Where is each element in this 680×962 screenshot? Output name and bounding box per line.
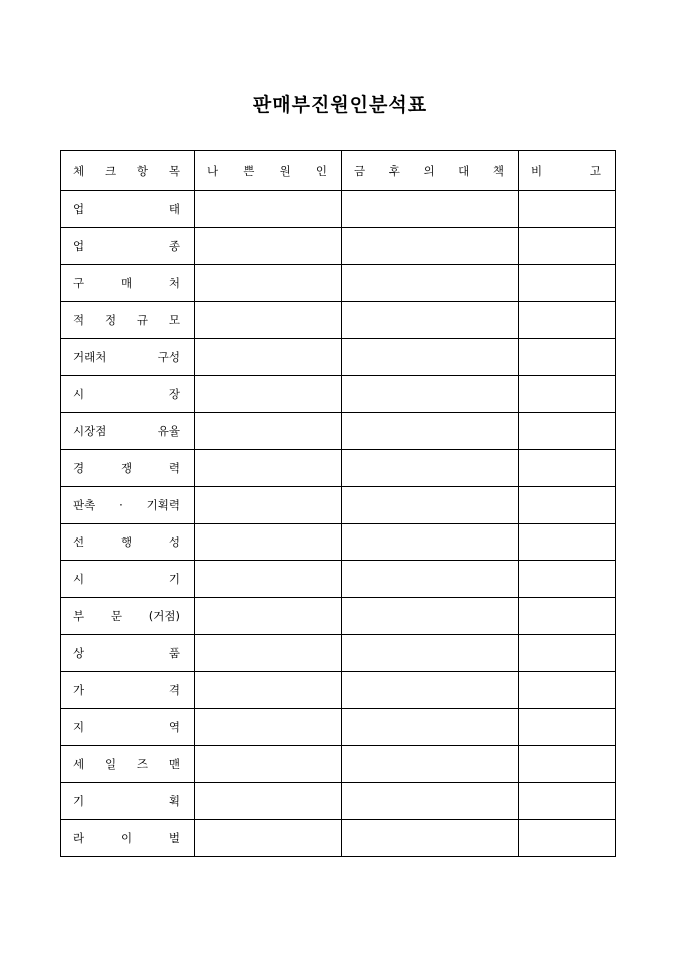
check-item-label-part: 역 [168,720,180,734]
future-measure-cell[interactable] [342,413,519,450]
bad-cause-cell[interactable] [195,598,342,635]
check-item-label-part: 라 [73,831,85,845]
check-item-label-part: 적 [73,313,85,327]
future-measure-cell[interactable] [342,302,519,339]
check-item-label-part: 처 [168,276,180,290]
check-item-label-part: 맨 [168,757,180,771]
header-label [195,151,341,190]
remarks-cell[interactable] [519,598,616,635]
check-item-cell [61,487,195,524]
table-row [61,598,616,635]
check-item-label-part: 거래처 [73,350,107,364]
check-item-cell [61,820,195,857]
table-row [61,376,616,413]
table-row [61,413,616,450]
table-row [61,783,616,820]
remarks-cell[interactable] [519,487,616,524]
check-item-label [61,820,194,856]
remarks-cell[interactable] [519,635,616,672]
remarks-cell[interactable] [519,561,616,598]
remarks-cell[interactable] [519,228,616,265]
future-measure-cell[interactable] [342,598,519,635]
check-item-label-part: 기획력 [146,498,180,512]
check-item-label [61,672,194,708]
header-label [61,151,194,190]
analysis-table [60,150,616,857]
bad-cause-cell[interactable] [195,487,342,524]
check-item-label-part: 구성 [157,350,180,364]
check-item-label-part: 일 [104,757,117,771]
check-item-label-part: 가 [73,683,85,697]
remarks-cell[interactable] [519,376,616,413]
future-measure-cell[interactable] [342,635,519,672]
check-item-cell [61,524,195,561]
remarks-cell[interactable] [519,746,616,783]
header-label-part: 체 [73,163,85,178]
check-item-label [61,746,194,782]
check-item-label-part: 부 [73,609,85,623]
table-row [61,265,616,302]
header-remarks [519,151,616,191]
remarks-cell[interactable] [519,450,616,487]
check-item-label-part: 세 [73,757,85,771]
check-item-label-part: 종 [168,239,180,253]
future-measure-cell[interactable] [342,376,519,413]
future-measure-cell[interactable] [342,339,519,376]
check-item-label-part: 업 [73,202,85,216]
check-item-label-part: 기 [73,794,85,808]
table-row [61,635,616,672]
bad-cause-cell[interactable] [195,820,342,857]
bad-cause-cell[interactable] [195,302,342,339]
bad-cause-cell[interactable] [195,339,342,376]
header-label-part: 항 [136,163,149,178]
check-item-label [61,561,194,597]
future-measure-cell[interactable] [342,524,519,561]
check-item-label-part: 이 [120,831,133,845]
check-item-label-part: 경 [73,461,85,475]
bad-cause-cell[interactable] [195,265,342,302]
header-label-part: 금 [354,163,366,178]
table-row [61,746,616,783]
header-label-part: 의 [423,163,435,178]
check-item-label-part: 품 [168,646,180,660]
check-item-label-part: 태 [168,202,180,216]
header-label-part: 고 [589,163,601,178]
remarks-cell[interactable] [519,672,616,709]
check-item-label-part: 선 [73,535,85,549]
future-measure-cell[interactable] [342,820,519,857]
check-item-label [61,376,194,412]
header-label-part: 후 [388,163,400,178]
remarks-cell[interactable] [519,413,616,450]
check-item-label [61,709,194,745]
check-item-label [61,450,194,486]
header-label-part: 대 [458,163,470,178]
table-row [61,820,616,857]
future-measure-cell[interactable] [342,487,519,524]
bad-cause-cell[interactable] [195,228,342,265]
check-item-label-part: 매 [120,276,133,290]
bad-cause-cell[interactable] [195,191,342,228]
header-label-part: 책 [492,163,504,178]
table-row [61,561,616,598]
table-body [61,191,616,857]
future-measure-cell[interactable] [342,191,519,228]
check-item-label-part: 격 [168,683,180,697]
check-item-label-part: (거점) [148,609,180,623]
check-item-label [61,487,194,523]
table-row [61,672,616,709]
future-measure-cell[interactable] [342,672,519,709]
header-row [61,151,616,191]
future-measure-cell[interactable] [342,561,519,598]
check-item-cell [61,598,195,635]
remarks-cell[interactable] [519,191,616,228]
check-item-label [61,524,194,560]
bad-cause-cell[interactable] [195,635,342,672]
remarks-cell[interactable] [519,339,616,376]
check-item-label-part: 시장점 [73,424,107,438]
header-label-part: 쁜 [243,163,255,178]
table-row [61,524,616,561]
table-row [61,339,616,376]
check-item-label-part: 기 [168,572,180,586]
check-item-cell [61,376,195,413]
check-item-cell [61,672,195,709]
check-item-label [61,191,194,227]
table-row [61,709,616,746]
remarks-cell[interactable] [519,783,616,820]
check-item-label [61,339,194,375]
check-item-label [61,635,194,671]
header-label-part: 나 [207,163,219,178]
future-measure-cell[interactable] [342,709,519,746]
check-item-label-part: 유율 [157,424,180,438]
check-item-cell [61,783,195,820]
header-label-part: 크 [104,163,117,178]
check-item-label [61,265,194,301]
check-item-label-part: 력 [168,461,180,475]
check-item-label-part: 업 [73,239,85,253]
remarks-cell[interactable] [519,302,616,339]
check-item-cell [61,339,195,376]
check-item-label-part: 시 [73,387,85,401]
header-label [342,151,518,190]
bad-cause-cell[interactable] [195,783,342,820]
check-item-label-part: 획 [168,794,180,808]
bad-cause-cell[interactable] [195,524,342,561]
future-measure-cell[interactable] [342,783,519,820]
header-label-part: 비 [531,163,543,178]
table-row [61,450,616,487]
future-measure-cell[interactable] [342,265,519,302]
check-item-cell [61,709,195,746]
check-item-label [61,302,194,338]
check-item-cell [61,450,195,487]
remarks-cell[interactable] [519,820,616,857]
header-label-part: 원 [279,163,291,178]
table-row [61,191,616,228]
check-item-label-part: 성 [168,535,180,549]
table-row [61,487,616,524]
header-label-part: 목 [168,163,180,178]
header-label [519,151,615,190]
check-item-label [61,413,194,449]
bad-cause-cell[interactable] [195,672,342,709]
check-item-label-part: 구 [73,276,85,290]
check-item-label [61,783,194,819]
check-item-label-part: 장 [168,387,180,401]
bad-cause-cell[interactable] [195,561,342,598]
check-item-cell [61,302,195,339]
bad-cause-cell[interactable] [195,376,342,413]
check-item-label-part: 판촉 [73,498,96,512]
bad-cause-cell[interactable] [195,746,342,783]
check-item-label-part: 상 [73,646,85,660]
check-item-label-part: 규 [136,313,149,327]
check-item-label-part: 행 [120,535,133,549]
check-item-cell [61,265,195,302]
header-check-item [61,151,195,191]
check-item-label-part: 모 [168,313,180,327]
table-row [61,228,616,265]
bad-cause-cell[interactable] [195,413,342,450]
table-row [61,302,616,339]
check-item-cell [61,635,195,672]
header-label-part: 인 [315,163,327,178]
check-item-label [61,228,194,264]
remarks-cell[interactable] [519,524,616,561]
future-measure-cell[interactable] [342,746,519,783]
bad-cause-cell[interactable] [195,709,342,746]
future-measure-cell[interactable] [342,228,519,265]
bad-cause-cell[interactable] [195,450,342,487]
header-bad-cause [195,151,342,191]
page-title: 판매부진원인분석표 [252,94,428,116]
remarks-cell[interactable] [519,709,616,746]
check-item-label-part: 지 [73,720,85,734]
header-future-measure [342,151,519,191]
check-item-label-part: 쟁 [120,461,133,475]
check-item-label-part: 문 [110,609,122,623]
check-item-cell [61,561,195,598]
check-item-label-part: 벌 [168,831,180,845]
check-item-cell [61,228,195,265]
check-item-label [61,598,194,634]
check-item-cell [61,746,195,783]
check-item-label-part: 정 [104,313,117,327]
check-item-cell [61,413,195,450]
check-item-label-part: 즈 [136,757,149,771]
remarks-cell[interactable] [519,265,616,302]
future-measure-cell[interactable] [342,450,519,487]
check-item-label-part: 시 [73,572,85,586]
check-item-label-part: · [119,498,123,512]
check-item-cell [61,191,195,228]
